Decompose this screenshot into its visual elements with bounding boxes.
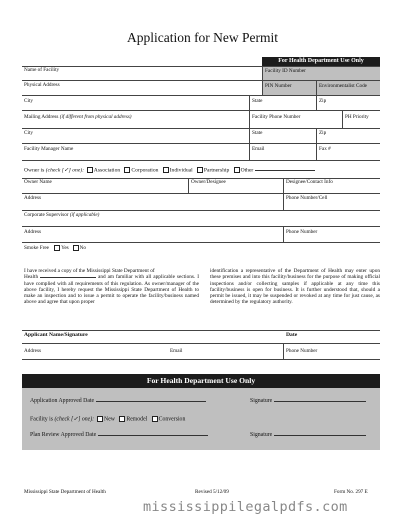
city2-label: City	[24, 130, 33, 136]
ph-priority-label: PH Priority	[345, 114, 369, 120]
signature-phone-label: Phone Number	[286, 348, 318, 354]
phone-cell-label: Phone Number/Cell	[286, 195, 328, 201]
name-of-facility-label: Name of Facility	[24, 67, 60, 73]
applicant-signature-label: Applicant Name/Signature	[24, 332, 88, 338]
approved-date-row: Application Approved Date	[30, 399, 206, 405]
facility-new-checkbox[interactable]	[97, 416, 103, 422]
date-label: Date	[286, 332, 298, 338]
footer-center: Revised 5/12/09	[195, 489, 229, 495]
smoke-free-no-checkbox[interactable]	[73, 245, 79, 251]
pin-number-label: PIN Number	[265, 83, 292, 89]
owner-individual-checkbox[interactable]	[163, 167, 169, 173]
city-label: City	[24, 98, 33, 104]
zip-label: Zip	[319, 98, 327, 104]
signature-address-label: Address	[24, 348, 42, 354]
supervisor-phone-label: Phone Number	[286, 229, 318, 235]
owner-is-row: Owner is (check [✓] one): Association Corporation Individual Partnership Other	[24, 167, 315, 174]
corporate-supervisor-label: Corporate Supervisor (if applicable)	[24, 212, 100, 218]
hd-section-header: For Health Department Use Only	[22, 374, 380, 388]
fax-label: Fax #	[319, 146, 331, 152]
designee-contact-label: Designee/Contact Info	[286, 179, 333, 185]
state2-label: State	[252, 130, 263, 136]
smoke-free-yes-checkbox[interactable]	[54, 245, 60, 251]
mailing-address-label: Mailing Address (if different from physical address)	[24, 114, 132, 120]
health-dept-header: For Health Department Use Only	[262, 57, 380, 66]
signature-email-label: Email	[170, 348, 183, 354]
zip2-label: Zip	[319, 130, 327, 136]
email-label: Email	[252, 146, 265, 152]
state-label: State	[252, 98, 263, 104]
signature1-row: Signature	[250, 399, 366, 405]
plan-review-row: Plan Review Approved Date	[30, 433, 208, 439]
owner-designee-label: Owner/Designee	[191, 179, 226, 185]
footer-right: Form No. 297 E	[334, 489, 368, 495]
owner-name-label: Owner Name	[24, 179, 52, 185]
signature2-row: Signature	[250, 433, 366, 439]
footer-left: Mississippi State Department of Health	[24, 489, 106, 495]
owner-partnership-checkbox[interactable]	[197, 167, 203, 173]
owner-other-checkbox[interactable]	[234, 167, 240, 173]
statement-column-2: identification a representative of the Department of Health may enter upon these premises and into this facility/business for the purpose of making official inspections and/or collecting samples if applicable at any time this facility/business is open for business. It is further understood that, should a permit be issued, it may be suspended or revoked at any time for just cause, as determined by the regulatory authority.	[210, 268, 380, 306]
supervisor-address-label: Address	[24, 229, 42, 235]
owner-corporation-checkbox[interactable]	[124, 167, 130, 173]
watermark: mississippilegalpdfs.com	[143, 499, 348, 515]
owner-address-label: Address	[24, 195, 42, 201]
smoke-free-row: Smoke Free Yes No	[24, 245, 86, 252]
facility-id-label: Facility ID Number	[265, 68, 306, 74]
facility-manager-label: Facility Manager Name	[24, 146, 74, 152]
facility-is-row: Facility is (check [✓] one): New Remodel Conversion	[30, 416, 186, 423]
facility-conversion-checkbox[interactable]	[152, 416, 158, 422]
statement-column-1: I have received a copy of the Mississippi State Department of Health and am familiar with all applicable sections. I have complied with all requirements of this regulation. As owner/manager of the above facility, I hereby request the Mississippi State Department of Health to make an inspection and to issue a permit to operate the facility/business named above and agree that upon proper	[24, 268, 200, 306]
facility-phone-label: Facility Phone Number	[252, 114, 301, 120]
facility-remodel-checkbox[interactable]	[119, 416, 125, 422]
physical-address-label: Physical Address	[24, 82, 60, 88]
page-title: Application for New Permit	[126, 30, 279, 45]
owner-association-checkbox[interactable]	[87, 167, 93, 173]
environmentalist-code-label: Environmentalist Code	[319, 83, 367, 89]
